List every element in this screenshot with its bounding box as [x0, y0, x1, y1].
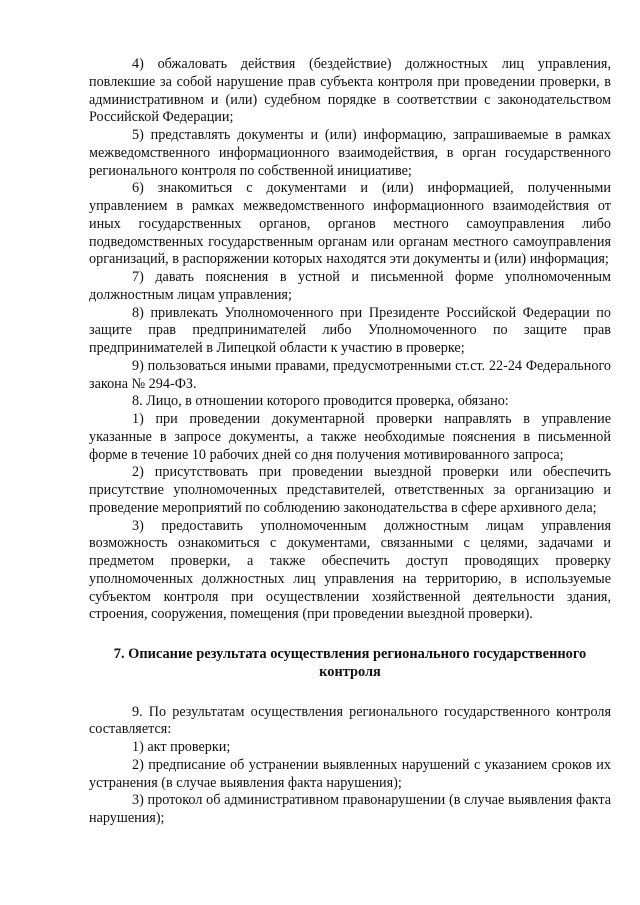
- list-item: 9) пользоваться иными правами, предусмотренными ст.ст. 22-24 Федерального закона № 294-ФЗ.: [89, 357, 611, 392]
- list-item: 7) давать пояснения в устной и письменной форме уполномоченным должностным лицам управления;: [89, 269, 611, 303]
- list-item: 5) представлять документы и (или) информацию, запрашиваемые в рамках межведомственного информационного взаимодействия, в орган государственного регионального контроля по собственной инициативе;: [89, 127, 611, 179]
- clause-8: 8. Лицо, в отношении которого проводится проверка, обязано:: [132, 393, 509, 410]
- list-item: 6) знакомиться с документами и (или) информацией, полученными управлением в рамках межведомственного информационного взаимодействия от иных государственных органов, органов местного самоуправления либо подведомственных государственным органам или органам местного самоуправления организаций, в распоряжении которых находятся эти документы и (или) информация;: [89, 180, 611, 268]
- list-item: 8) привлекать Уполномоченного при Президенте Российской Федерации по защите прав предпринимателей либо Уполномоченного по защите прав предпринимателей в Липецкой области к участию в проверке;: [89, 304, 611, 356]
- list-item: 3) протокол об административном правонарушении (в случае выявления факта нарушения);: [89, 792, 611, 826]
- list-item: 1) при проведении документарной проверки направлять в управление указанные в запросе документы, а также необходимые пояснения в письменной форме в течение 10 рабочих дней со дня получения мотивированного запроса;: [89, 411, 611, 463]
- list-item: 4) обжаловать действия (бездействие) должностных лиц управления, повлекшие за собой нарушение прав субъекта контроля при проведении проверки, в административном и (или) судебном порядке в соответствии с законодательством Российской Федерации;: [89, 56, 611, 126]
- list-item: 3) предоставить уполномоченным должностным лицам управления возможность ознакомиться с документами, связанными с целями, задачами и предметом проверки, а также обеспечить доступ проводящих проверку уполномоченных должностных лиц управления на территорию, в используемые субъектом контроля при осуществлении хозяйственной деятельности здания, строения, сооружения, помещения (при проведении выездной проверки).: [89, 517, 611, 623]
- spacer: [89, 624, 611, 646]
- section-heading: 7. Описание результата осуществления регионального государственного контроля: [113, 646, 587, 680]
- document-page: [89, 56, 611, 828]
- list-item: 2) предписание об устранении выявленных нарушений с указанием сроков их устранения (в случае выявления факта нарушения);: [89, 756, 611, 791]
- list-item: 1) акт проверки;: [132, 739, 231, 755]
- spacer: [89, 682, 611, 704]
- list-item: 2) присутствовать при проведении выездной проверки или обеспечить присутствие уполномоченных представителей, ответственных за организацию и проведение мероприятий по соблюдению законодательства в сфере архивного дела;: [89, 464, 611, 516]
- clause-9: 9. По результатам осуществления регионального государственного контроля составляется:: [89, 703, 611, 738]
